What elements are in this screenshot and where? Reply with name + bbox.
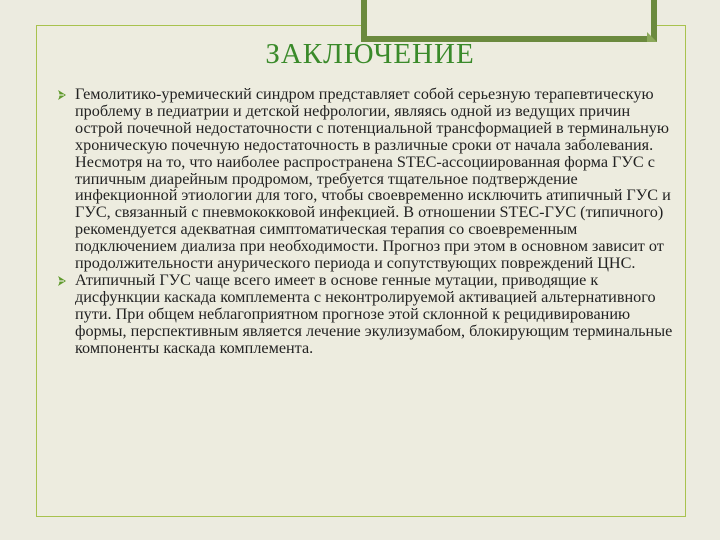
paragraph-1 <box>60 86 680 272</box>
paragraph-2 <box>60 272 680 357</box>
paragraph-2-text: Атипичный ГУС чаще всего имеет в основе генные мутации, приводящие к дисфункции каскада комплемента с неконтролируемой активацией альтернативного пути. При общем неблагоприятном прогнозе этой склонной к рецидивированию формы, перспективным является лечение экулизумабом, блокирующим терминальные компоненты каскада комплемента. <box>75 270 673 357</box>
tab-fold-corner <box>647 32 657 42</box>
slide-title: ЗАКЛЮЧЕНИЕ <box>265 38 475 70</box>
leaf-arrow-bullet-icon <box>56 89 68 101</box>
decorative-tab <box>361 0 657 42</box>
slide-content <box>60 86 680 357</box>
leaf-arrow-bullet-icon <box>56 275 68 287</box>
paragraph-1-text: Гемолитико-уремический синдром представляет собой серьезную терапевтическую проблему в педиатрии и детской нефрологии, являясь одной из ведущих причин острой почечной недостаточности с потенциальной трансформацией в терминальную хроническую почечную недостаточность в различные сроки от начала заболевания. Несмотря на то, что наиболее распространена STEC-ассоциированная форма ГУС с типичным диарейным продромом, требуется тщательное подтверждение инфекционной этиологии для того, чтобы своевременно исключить атипичный ГУС и ГУС, связанный с пневмококковой инфекцией. В отношении STEC-ГУС (типичного) рекомендуется адекватная симптоматическая терапия со своевременным подключением диализа при необходимости. Прогноз при этом в основном зависит от продолжительности анурического периода и сопутствующих повреждений ЦНС. <box>75 85 671 273</box>
tab-inner-panel <box>367 0 651 36</box>
